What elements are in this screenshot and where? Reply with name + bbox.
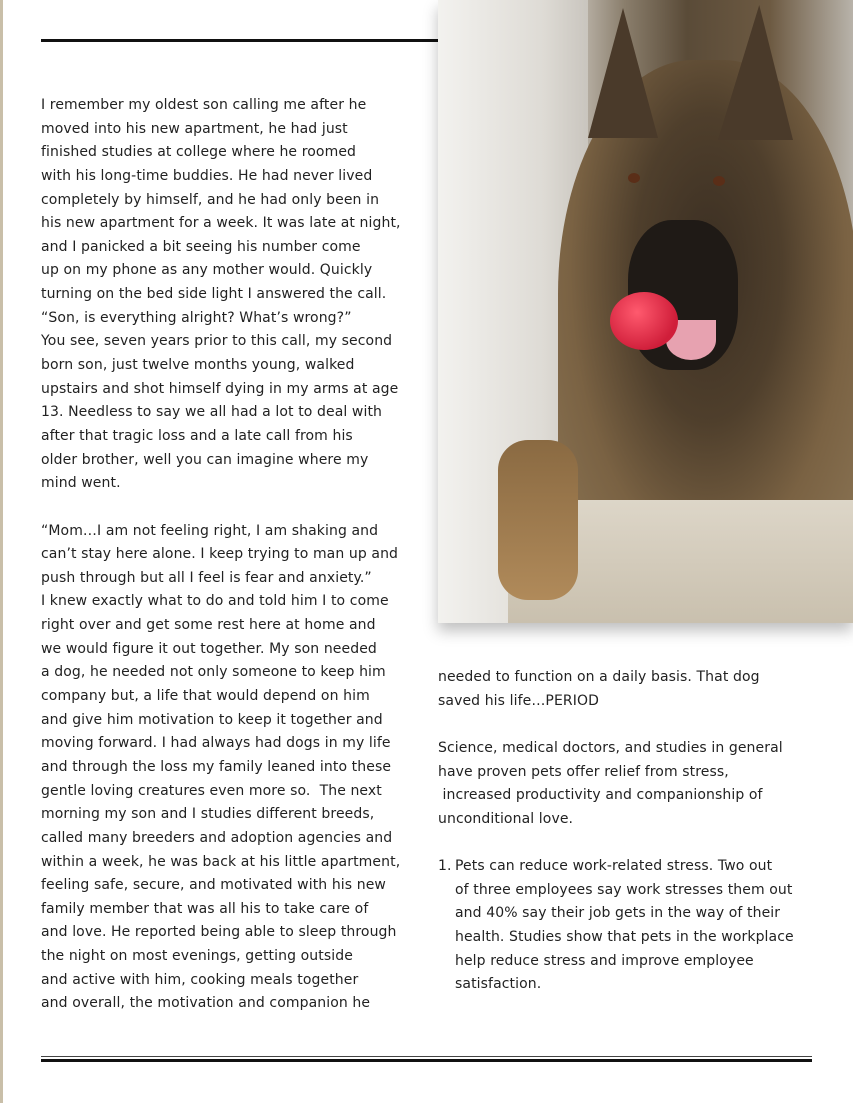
text-line: and love. He reported being able to sleep through [41, 924, 397, 941]
list-text: of three employees say work stresses them out [455, 881, 793, 898]
dog-eye [713, 176, 725, 186]
text-line: mind went. [41, 475, 121, 492]
text-line: have proven pets offer relief from stress, [438, 763, 729, 780]
text-line: feeling safe, secure, and motivated with his new [41, 877, 386, 894]
text-line: unconditional love. [438, 810, 574, 827]
text-line [438, 713, 794, 737]
list-item-line [438, 926, 794, 950]
text-line: I remember my oldest son calling me after he [41, 97, 367, 113]
text-line: his new apartment for a week. It was late at night, [41, 215, 401, 232]
text-line: upstairs and shot himself dying in my arms at age [41, 380, 399, 397]
text-line [438, 831, 794, 855]
text-line: up on my phone as any mother would. Quickly [41, 262, 373, 279]
dog-paw [498, 440, 578, 600]
top-rule [41, 39, 439, 42]
text-line [41, 496, 401, 520]
right-column-text [438, 666, 794, 997]
text-line: needed to function on a daily basis. That dog [438, 669, 760, 685]
german-shepherd-photo [438, 0, 853, 623]
red-ball [610, 292, 678, 350]
text-line: a dog, he needed not only someone to keep him [41, 664, 386, 681]
text-line: older brother, well you can imagine where my [41, 451, 369, 468]
list-text: Pets can reduce work-related stress. Two out [455, 858, 773, 875]
text-line: we would figure it out together. My son needed [41, 640, 377, 657]
text-line: within a week, he was back at his little apartment, [41, 853, 401, 870]
text-line: and overall, the motivation and companion he [41, 995, 371, 1012]
page-edge [0, 0, 3, 1103]
text-line: Science, medical doctors, and studies in general [438, 739, 783, 756]
text-line: finished studies at college where he roomed [41, 144, 357, 161]
text-line: “Son, is everything alright? What’s wrong?” [41, 309, 352, 326]
text-line: moved into his new apartment, he had just [41, 120, 348, 137]
text-line: You see, seven years prior to this call, my second [41, 333, 393, 350]
list-item-line [438, 950, 794, 974]
text-line: saved his life…PERIOD [438, 692, 599, 709]
text-line: moving forward. I had always had dogs in my life [41, 735, 391, 752]
list-text: help reduce stress and improve employee [455, 952, 754, 969]
text-line: “Mom…I am not feeling right, I am shaking and [41, 522, 379, 539]
list-item-line [438, 879, 794, 903]
text-line: with his long-time buddies. He had never lived [41, 167, 373, 184]
text-line: turning on the bed side light I answered the call. [41, 286, 387, 303]
text-line: after that tragic loss and a late call from his [41, 427, 353, 444]
text-line: push through but all I feel is fear and anxiety.” [41, 569, 372, 586]
text-line: family member that was all his to take care of [41, 900, 369, 917]
bottom-rule-thin [41, 1056, 812, 1057]
list-text: and 40% say their job gets in the way of their [455, 905, 781, 922]
text-line: right over and get some rest here at home and [41, 617, 376, 634]
dog-eye [628, 173, 640, 183]
text-line: I knew exactly what to do and told him I to come [41, 593, 389, 610]
text-line: gentle loving creatures even more so. The next [41, 782, 382, 799]
text-line: morning my son and I studies different breeds, [41, 806, 375, 823]
text-line: born son, just twelve months young, walked [41, 357, 355, 374]
text-line: and I panicked a bit seeing his number come [41, 238, 361, 255]
text-line: 13. Needless to say we all had a lot to deal with [41, 404, 383, 421]
list-text: health. Studies show that pets in the workplace [455, 929, 794, 946]
bottom-rule-thick [41, 1059, 812, 1062]
text-line: and give him motivation to keep it together and [41, 711, 383, 728]
list-number: 1. [438, 858, 452, 875]
text-line: increased productivity and companionship of [438, 787, 763, 804]
left-column-text [41, 94, 401, 1016]
text-line: and active with him, cooking meals together [41, 971, 359, 988]
text-line: company but, a life that would depend on him [41, 688, 370, 705]
text-line: the night on most evenings, getting outside [41, 948, 353, 965]
text-line: can’t stay here alone. I keep trying to man up and [41, 546, 399, 563]
text-line: completely by himself, and he had only been in [41, 191, 380, 208]
list-item-line [438, 855, 794, 879]
text-line: called many breeders and adoption agencies and [41, 829, 393, 846]
list-text: satisfaction. [455, 976, 542, 993]
list-item-line [438, 902, 794, 926]
text-line: and through the loss my family leaned into these [41, 758, 392, 775]
list-item-line [438, 973, 794, 997]
